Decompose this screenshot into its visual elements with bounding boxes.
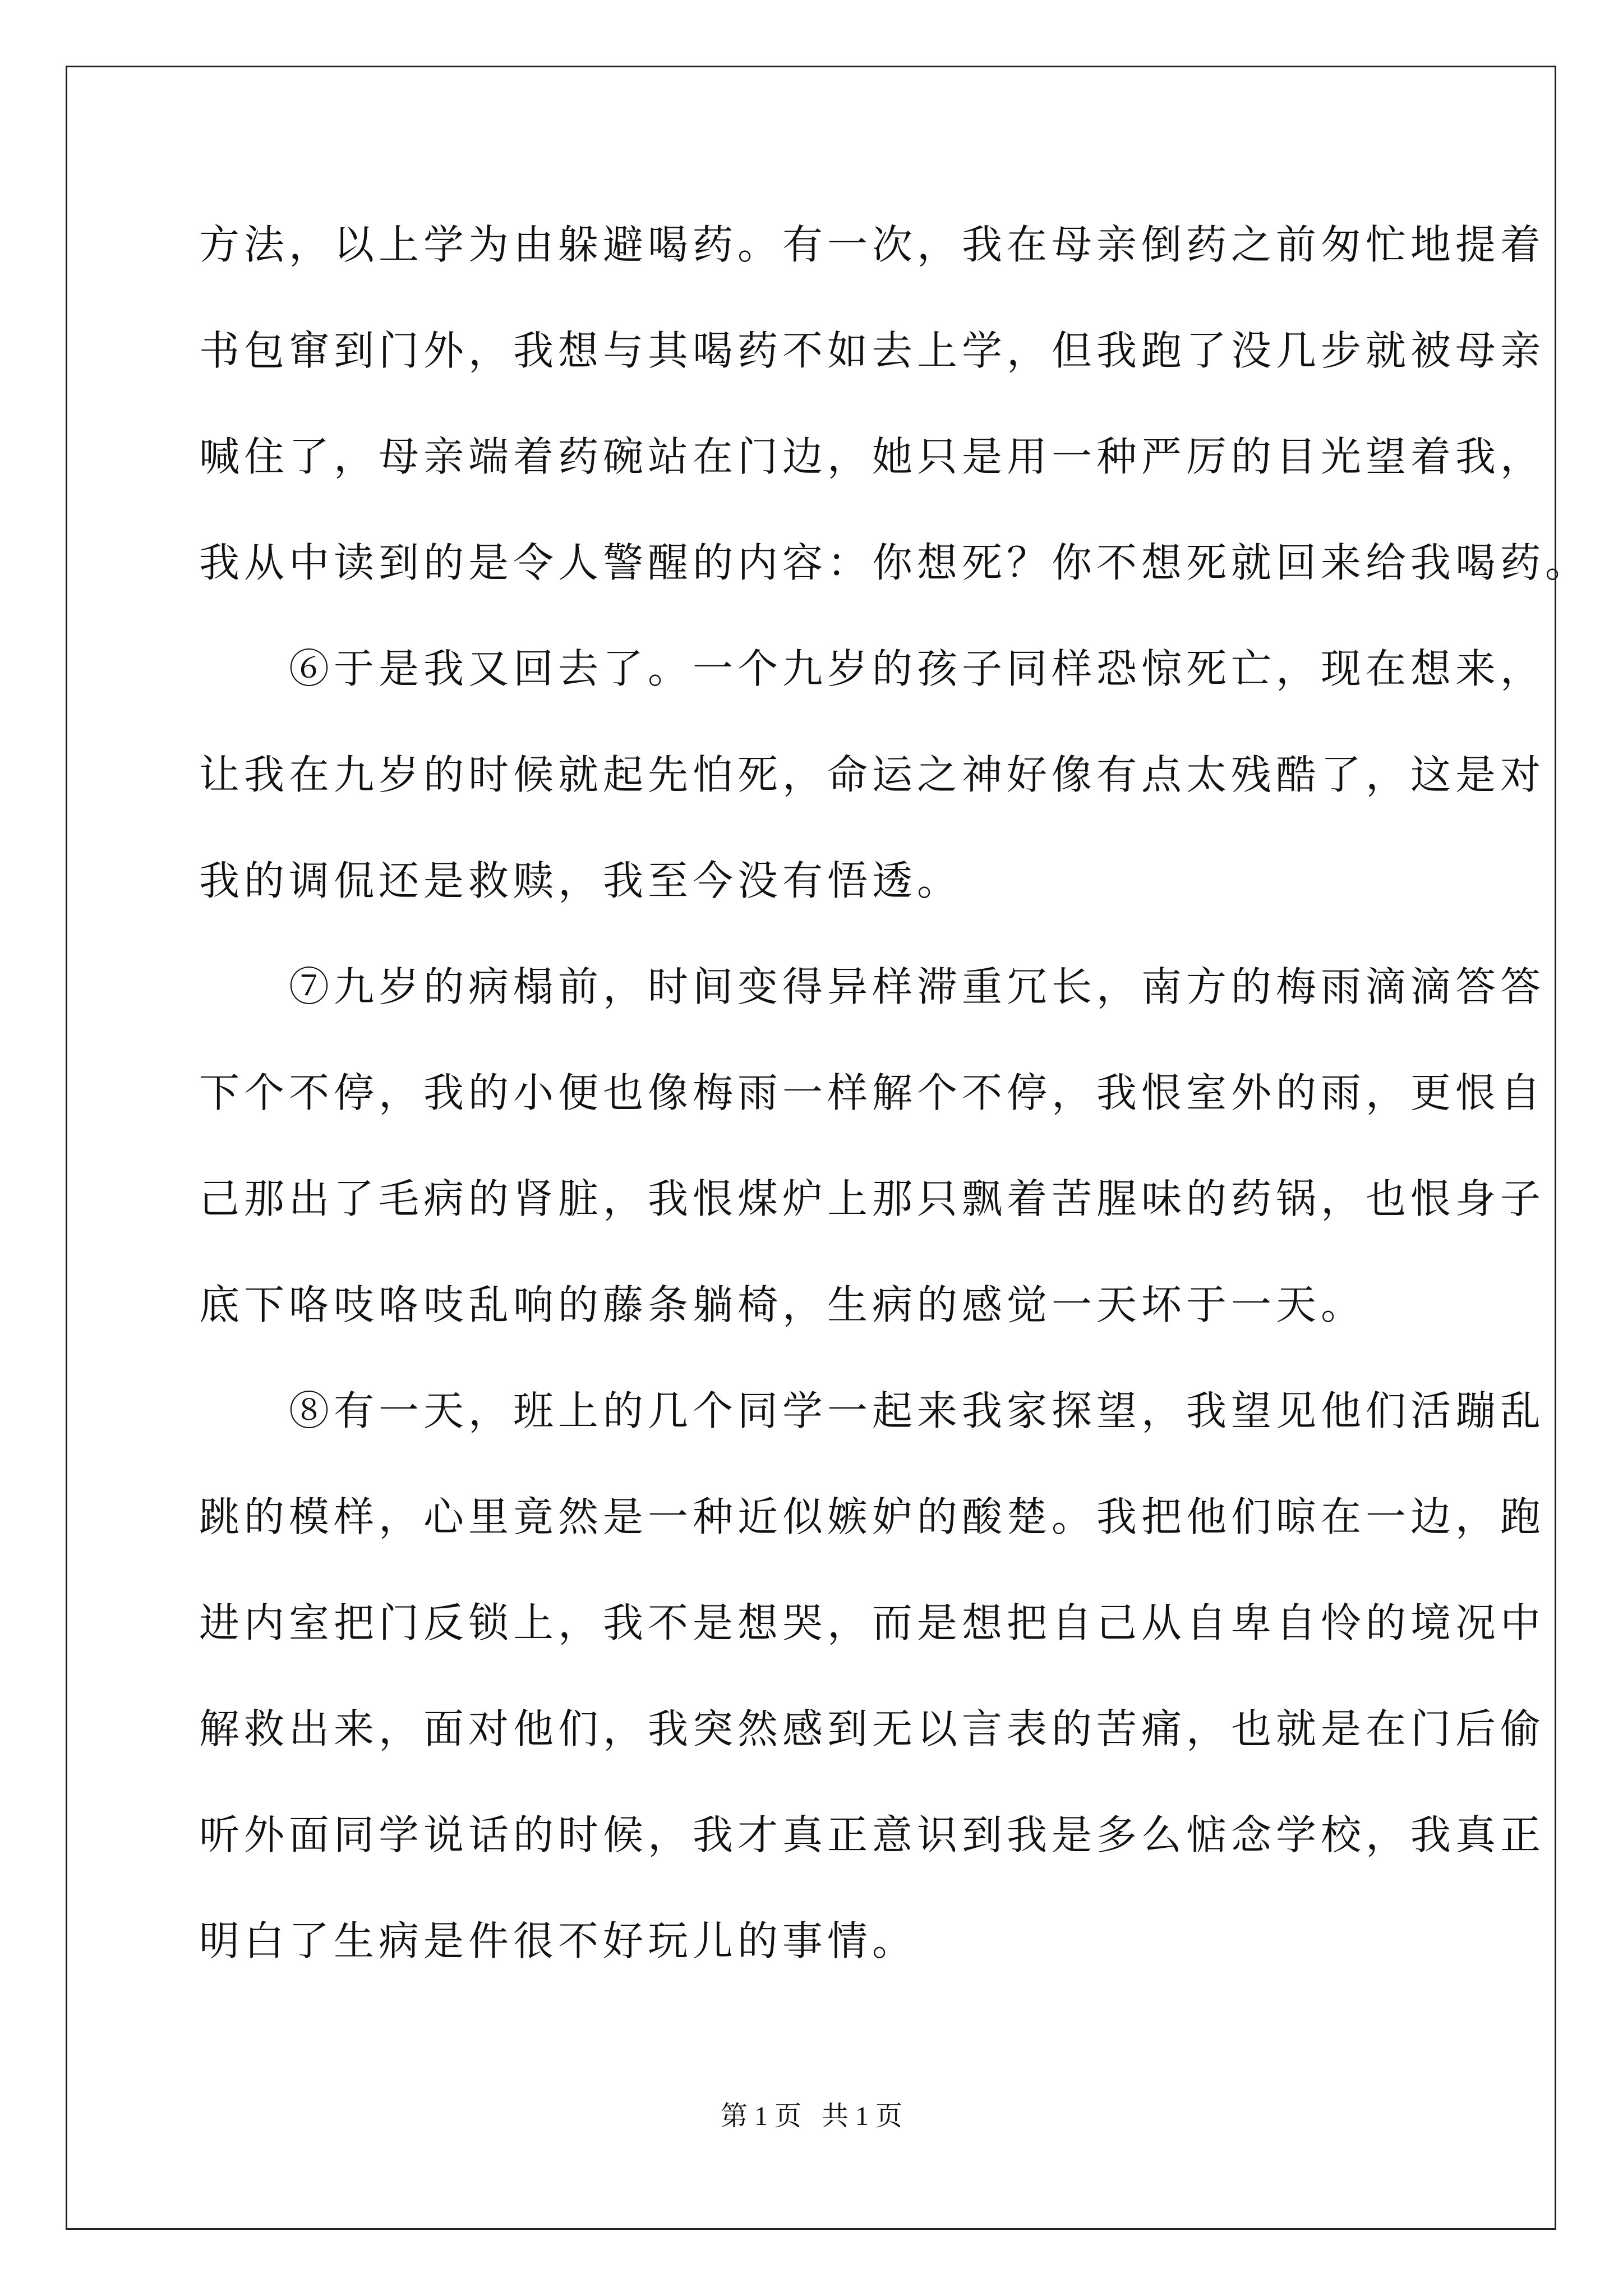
text-line: ⑥于是我又回去了。一个九岁的孩子同样恐惊死亡，现在想来， [289, 645, 1546, 692]
footer-gap [801, 2101, 822, 2131]
page-footer [0, 2100, 1623, 2133]
text-line: 进内室把门反锁上，我不是想哭，而是想把自己从自卑自怜的境况中 [199, 1599, 1546, 1646]
text-line: 下个不停，我的小便也像梅雨一样解个不停，我恨室外的雨，更恨自 [199, 1069, 1546, 1116]
text-line: 方法，以上学为由躲避喝药。有一次，我在母亲倒药之前匆忙地提着 [199, 221, 1546, 268]
paragraph-p-6 [199, 645, 1546, 967]
text-line: 喊住了，母亲端着药碗站在门边，她只是用一种严厉的目光望着我， [199, 433, 1546, 480]
text-line: 跳的模样，心里竟然是一种近似嫉妒的酸楚。我把他们晾在一边，跑 [199, 1493, 1546, 1540]
page-number: 第 1 页 [720, 2101, 801, 2131]
text-line: 我的调侃还是救赎，我至今没有悟透。 [199, 857, 962, 904]
paragraph-p-8 [199, 1387, 1546, 2027]
text-line: 我从中读到的是令人警醒的内容：你想死？你不想死就回来给我喝药。 [199, 539, 1590, 586]
text-line: 听外面同学说话的时候，我才真正意识到我是多么惦念学校，我真正 [199, 1811, 1546, 1858]
text-line: 己那出了毛病的肾脏，我恨煤炉上那只飘着苦腥味的药锅，也恨身子 [199, 1175, 1546, 1222]
text-line: 让我在九岁的时候就起先怕死，命运之神好像有点太残酷了，这是对 [199, 751, 1546, 798]
total-pages: 共 1 页 [822, 2101, 903, 2131]
text-line: 书包窜到门外，我想与其喝药不如去上学，但我跑了没几步就被母亲 [199, 327, 1546, 374]
paragraph-p-7 [199, 963, 1546, 1391]
text-line: ⑦九岁的病榻前，时间变得异样滞重冗长，南方的梅雨滴滴答答 [289, 963, 1546, 1010]
text-line: 解救出来，面对他们，我突然感到无以言表的苦痛，也就是在门后偷 [199, 1705, 1546, 1752]
paragraph-p-continued [199, 221, 1590, 648]
document-body [199, 221, 1590, 2027]
text-line: 明白了生病是件很不好玩儿的事情。 [199, 1917, 917, 1964]
text-line: ⑧有一天，班上的几个同学一起来我家探望，我望见他们活蹦乱 [289, 1387, 1546, 1434]
text-line: 底下咯吱咯吱乱响的藤条躺椅，生病的感觉一天坏于一天。 [199, 1281, 1366, 1328]
